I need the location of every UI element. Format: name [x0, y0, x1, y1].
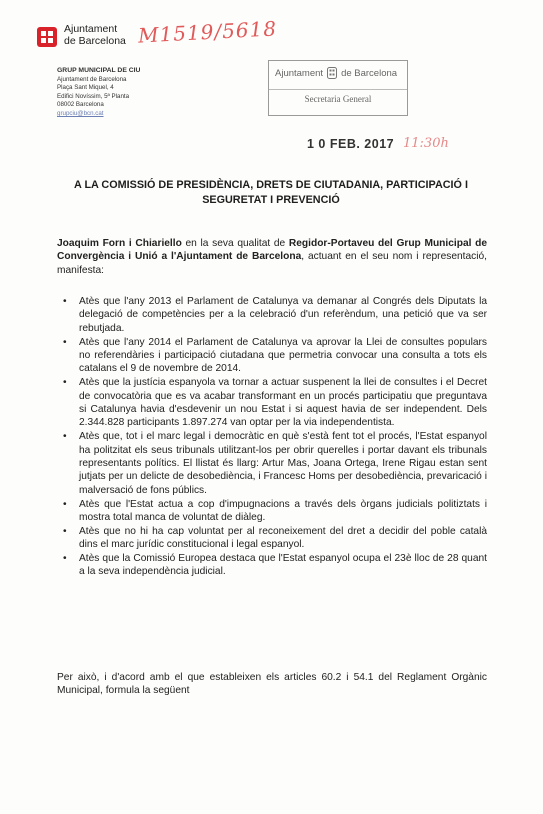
address-line-2: Plaça Sant Miquel, 4 — [57, 84, 114, 92]
bullet-dot-icon: • — [63, 431, 67, 443]
bullet-dot-icon: • — [63, 336, 67, 348]
intro-name: Joaquim Forn i Chiariello — [57, 238, 182, 249]
bullet-dot-icon: • — [63, 296, 67, 307]
handwritten-registration-number: M1519/5618 — [137, 16, 278, 48]
list-item — [57, 552, 487, 579]
stamp-text-left: Ajuntament — [275, 67, 324, 79]
list-item-text: Atès que l'Estat actua a cop d'impugnacions a través dels òrgans judicials politiztats i mostra total manca de voluntat de diàleg. — [79, 498, 487, 524]
list-item — [57, 525, 487, 552]
logo-line-2: de Barcelona — [64, 35, 126, 47]
bullet-dot-icon: • — [63, 498, 67, 510]
intro-text-1: en la seva qualitat de — [181, 238, 289, 249]
address-line-3: Edifici Novíssim, 5ª Planta — [57, 92, 130, 100]
bullet-dot-icon: • — [63, 525, 67, 537]
logo-text — [64, 23, 126, 47]
logo-line-1: Ajuntament — [64, 23, 118, 35]
stamp-coat-of-arms-icon — [327, 67, 337, 79]
list-item-text: Atès que l'any 2014 el Parlament de Catalunya va aprovar la Llei de consultes populars no referendàries i participació ciutadana que permetria convocar una consulta a tots els catalans el 9 de novembre de 2014. — [79, 336, 487, 375]
intro-role: Regidor-Portaveu del Grup Municipal de Convergència i Unió a l'Ajuntament de Barcelona — [57, 238, 488, 263]
list-item-text: Atès que la Comissió Europea destaca que l'Estat espanyol ocupa el 23è lloc de 28 quant a la seva independència judicial. — [79, 553, 487, 578]
intro-paragraph — [57, 237, 487, 277]
list-item — [57, 430, 487, 497]
bullet-dot-icon: • — [63, 553, 67, 565]
stamp-department: Secretaria General — [304, 94, 372, 104]
bullet-dot-icon: • — [63, 377, 67, 389]
closing-paragraph: Per això, i d'acord amb el que estableixen els articles 60.2 i 54.1 del Reglament Orgànic Municipal, formula la següent — [57, 672, 487, 697]
stamp-divider — [269, 89, 407, 90]
list-item — [57, 336, 487, 376]
address-line-4: 08002 Barcelona — [57, 101, 104, 109]
date-stamp: 1 0 FEB. 2017 — [307, 137, 395, 151]
barcelona-coat-of-arms-icon — [36, 26, 58, 48]
stamp-text-right: de Barcelona — [341, 67, 398, 79]
list-item-text: Atès que no hi ha cap voluntat per al reconeixement del dret a decidir del poble català dins el marc jurídic constitucional i legal espanyol. — [79, 525, 487, 551]
list-item-text: Atès que la justícia espanyola va tornar a actuar suspenent la llei de consultes i el Decret de convocatòria que es va acabar transformant en un procés participatiu que preguntava si Catalunya havia d'esdevenir un nou Estat i si aquest havia de ser independent. Dels 2.344.828 participants 1.897.274 van optar per la via independentista. — [79, 377, 487, 429]
considerations-list — [57, 295, 487, 579]
address-line-1: Ajuntament de Barcelona — [57, 75, 127, 83]
group-email-link[interactable]: grupciu@bcn.cat — [57, 109, 104, 117]
intro-text-2: , actuant en el seu nom i representació, manifesta: — [57, 251, 488, 276]
document-title: A LA COMISSIÓ DE PRESIDÈNCIA, DRETS DE CIUTADANIA, PARTICIPACIÓ I SEGURETAT I PREVENCIÓ — [74, 179, 468, 206]
list-item-text: Atès que, tot i el marc legal i democràtic en què s'està fent tot el procés, l'Estat espanyol ha politzitat els seus tribunals utilitzant-los per obrir querelles i portar davant els tribunals representants polítics. El llistat és llarg: Artur Mas, Joana Ortega, Irene Rigau estan sent jutjats per un delicte de desobediència, i Francesc Homs per desobediència, prevaricació i malversació de fons públics. — [79, 431, 487, 496]
handwritten-time: 11:30h — [403, 136, 449, 151]
registry-stamp — [268, 60, 408, 116]
list-item — [57, 498, 487, 525]
group-address-block — [57, 67, 140, 119]
list-item — [57, 376, 487, 430]
group-name: GRUP MUNICIPAL DE CIU — [57, 67, 141, 74]
list-item-text: Atès que l'any 2013 el Parlament de Catalunya va demanar al Congrés dels Diputats la delegació de competències per a la celebració d'un referèndum, una petició que va ser rebutjada. — [79, 296, 487, 334]
list-item — [57, 295, 487, 335]
